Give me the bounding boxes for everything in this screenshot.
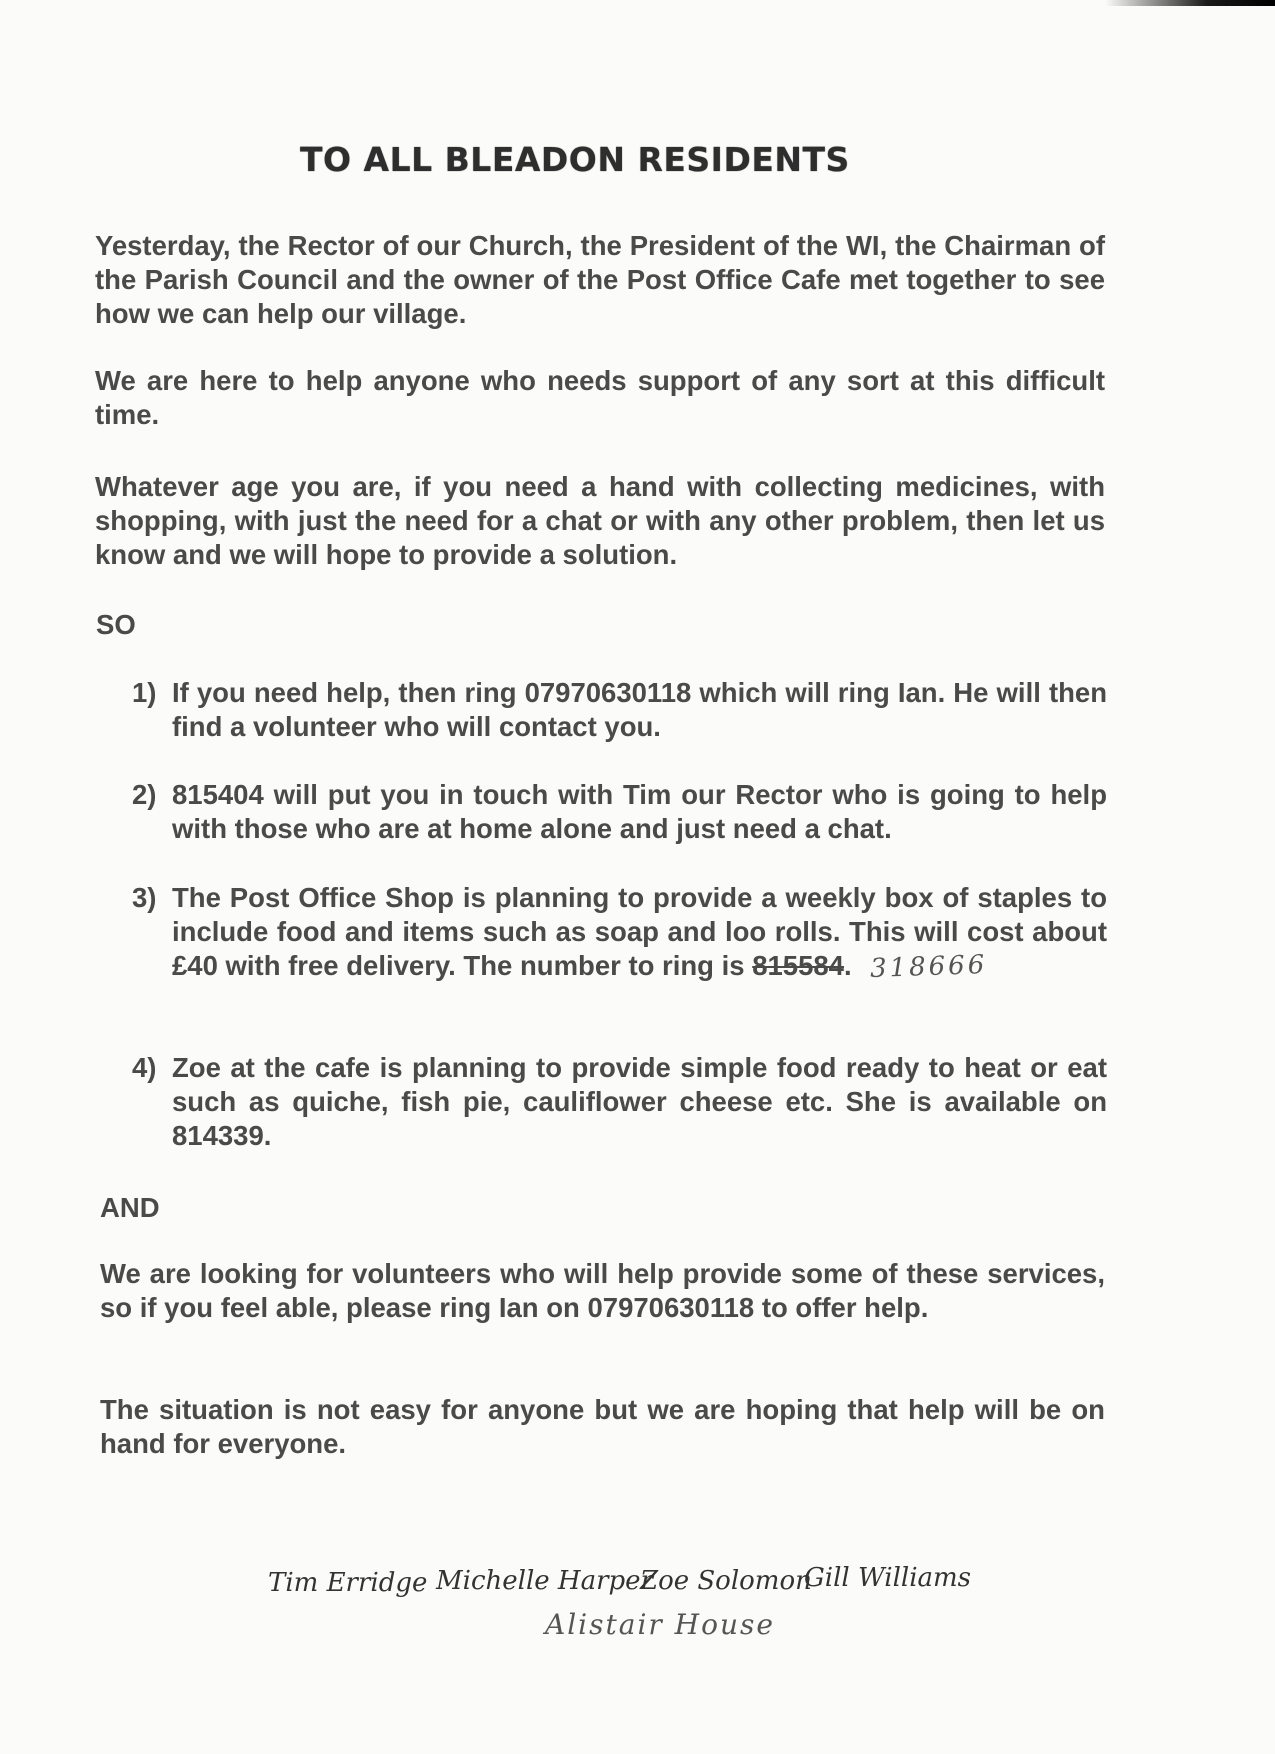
signature-tim-erridge: Tim Erridge: [268, 1568, 428, 1598]
handwritten-phone-number: 318666: [869, 949, 988, 985]
letter-title: TO ALL BLEADON RESIDENTS: [300, 140, 850, 179]
help-paragraph: Whatever age you are, if you need a hand with collecting medicines, with shopping, with just the need for a chat or with any other problem, then let us know and we will hope to provide a solution.: [95, 471, 1105, 570]
and-label: AND: [100, 1192, 160, 1223]
list-item-number: 4): [132, 1052, 157, 1083]
signature-gill-williams: Gill Williams: [804, 1563, 972, 1593]
so-label: SO: [96, 609, 136, 640]
signature-zoe-solomon: Zoe Solomon: [640, 1566, 812, 1596]
list-item-number: 3): [132, 882, 157, 913]
list-item-number: 1): [132, 677, 157, 708]
list-item-text: If you need help, then ring 07970630118 which will ring Ian. He will then find a volunteer who will contact you.: [172, 677, 1107, 742]
sentence-period: .: [843, 950, 852, 981]
volunteers-paragraph: We are looking for volunteers who will help provide some of these services, so if you feel able, please ring Ian on 07970630118 to offer help.: [100, 1258, 1105, 1323]
list-item-text: Zoe at the cafe is planning to provide simple food ready to heat or eat such as quiche, fish pie, cauliflower cheese etc. She is available on 814339.: [172, 1052, 1107, 1151]
closing-paragraph: The situation is not easy for anyone but we are hoping that help will be on hand for everyone.: [100, 1394, 1105, 1459]
list-item-number: 2): [132, 779, 157, 810]
intro-paragraph: Yesterday, the Rector of our Church, the President of the WI, the Chairman of the Parish Council and the owner of the Post Office Cafe met together to see how we can help our village.: [95, 230, 1105, 329]
signature-alistair-house: Alistair House: [545, 1608, 775, 1641]
list-item-text: 815404 will put you in touch with Tim our Rector who is going to help with those who are at home alone and just need a chat.: [172, 779, 1107, 844]
support-paragraph: We are here to help anyone who needs support of any sort at this difficult time.: [95, 365, 1105, 430]
signature-michelle-harper: Michelle Harper: [436, 1566, 653, 1596]
list-item-text: [172, 881, 1107, 984]
scan-edge-mark: [1105, 0, 1275, 6]
list-item-text-main: The Post Office Shop is planning to provide a weekly box of staples to include food and items such as soap and loo rolls. This will cost about £40 with free delivery. The number to ring is: [172, 882, 1107, 981]
struck-phone-number: 815584: [752, 950, 844, 981]
